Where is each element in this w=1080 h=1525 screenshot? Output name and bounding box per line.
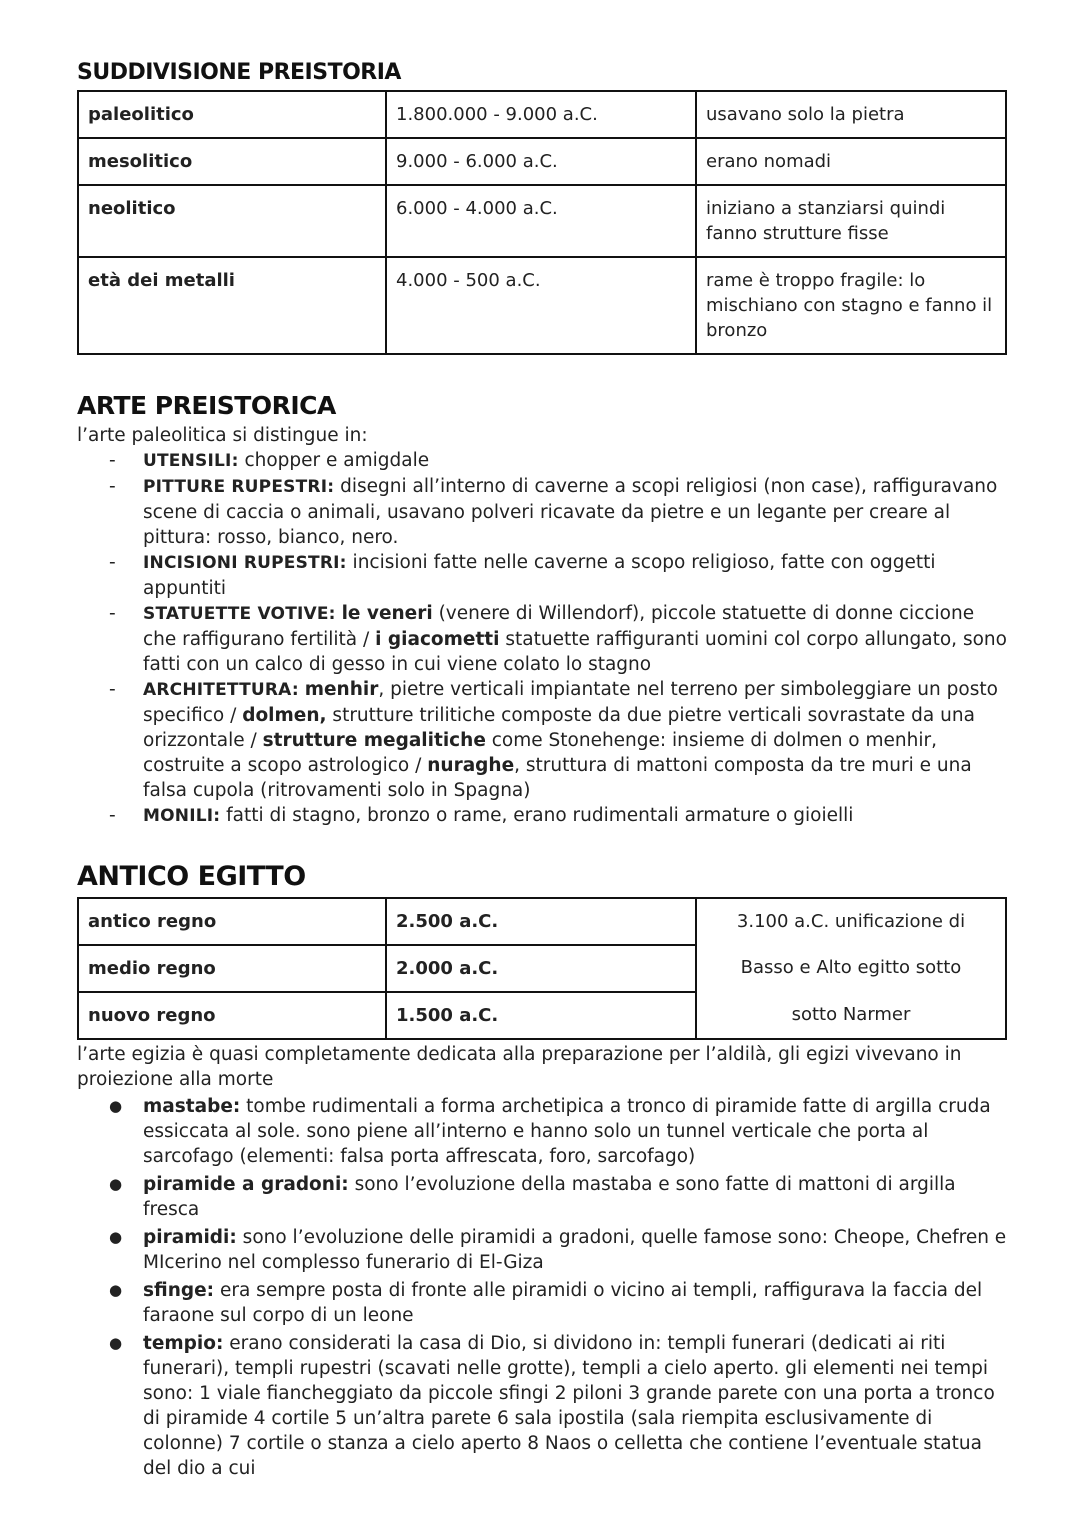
dash-marker: - (109, 603, 116, 624)
note-cell: Basso e Alto egitto sotto (696, 945, 1006, 992)
period-cell: età dei metalli (78, 257, 386, 354)
list-item (109, 1172, 1007, 1222)
list-term: MONILI: (143, 806, 221, 826)
note-cell: sotto Narmer (696, 992, 1006, 1039)
list-term: STATUETTE VOTIVE: (143, 604, 336, 624)
dates-cell: 1.800.000 - 9.000 a.C. (386, 91, 696, 138)
bold-text: i giacometti (375, 629, 500, 650)
list-text: strutture trilitiche composte da due pietre verticali sovrastate da una orizzontale / (143, 705, 975, 751)
list-term: mastabe: (143, 1096, 241, 1117)
list-text: come Stonehenge: insieme di dolmen o menhir, costruite a scopo astrologico / (143, 730, 937, 776)
dash-marker: - (109, 805, 116, 826)
dash-marker: - (109, 552, 116, 573)
list-term: INCISIONI RUPESTRI: (143, 553, 347, 573)
bold-text: le veneri (341, 603, 433, 624)
list-item (109, 1225, 1007, 1275)
list-text: erano considerati la casa di Dio, si dividono in: templi funerari (dedicati ai riti funerari), templi rupestri (scavati nelle grotte), templi a cielo aperto. gli elementi nei tempi sono: 1 viale fiancheggiato da piccole sfingi 2 piloni 3 grande parete con una porta a tronco di piramide 4 cortile 5 un’altra parete 6 sala ipostila (sala riempita esclusivamente di colonne) 7 cortile o stanza a cielo aperto 8 Naos o celletta che contiene l’eventuale statua del dio a cui (143, 1333, 995, 1479)
list-text: chopper e amigdale (238, 450, 430, 471)
bold-text: strutture megalitiche (262, 730, 486, 751)
list-text: disegni all’interno di caverne a scopi religiosi (non case), raffiguravano scene di caccia o animali, usavano polveri ricavate da pietre e un legante per creare al pittura: rosso, bianco, nero. (143, 476, 998, 548)
table-row (78, 898, 1006, 945)
bullet-marker: ● (109, 1281, 123, 1299)
list-item (109, 448, 1007, 474)
list-item (109, 1094, 1007, 1169)
list-term: piramidi: (143, 1227, 237, 1248)
bullet-marker: ● (109, 1097, 123, 1115)
list-text: , pietre verticali impiantate nel terreno per simboleggiare un posto specifico / (143, 679, 998, 726)
table-row (78, 138, 1006, 185)
list-text: era sempre posta di fronte alle piramidi o vicino ai templi, raffigurava la faccia del faraone sul corpo di un leone (143, 1280, 983, 1326)
document-page (77, 58, 1007, 1484)
kingdom-cell: antico regno (78, 898, 386, 945)
period-cell: paleolitico (78, 91, 386, 138)
section-intro: l’arte egizia è quasi completamente dedicata alla preparazione per l’aldilà, gli egizi vivevano in proiezione alla morte (77, 1044, 962, 1090)
bullet-marker: ● (109, 1334, 123, 1352)
kingdom-cell: medio regno (78, 945, 386, 992)
section-intro: l’arte paleolitica si distingue in: (77, 425, 368, 446)
list-text: tombe rudimentali a forma archetipica a tronco di piramide fatte di argilla cruda essiccata al sole. sono piene all’interno e hanno solo un tunnel verticale che porta al sarcofago (elementi: falsa porta affrescata, foro, sarcofago) (143, 1096, 991, 1167)
period-cell: neolitico (78, 185, 386, 257)
note-cell: iniziano a stanziarsi quindi fanno strutture fisse (696, 185, 1006, 257)
bold-text: menhir (304, 679, 379, 700)
list-text: (venere di Willendorf), piccole statuette di donne ciccione che raffigurano fertilità / (143, 603, 975, 650)
list-term: UTENSILI: (143, 451, 239, 471)
table-row (78, 257, 1006, 354)
list-term: sfinge: (143, 1280, 215, 1301)
list-term: piramide a gradoni: (143, 1174, 349, 1195)
date-cell: 2.500 a.C. (386, 898, 696, 945)
note-cell: usavano solo la pietra (696, 91, 1006, 138)
section-title-arte-preistorica: ARTE PREISTORICA (77, 391, 336, 420)
list-text: sono l’evoluzione delle piramidi a gradoni, quelle famose sono: Cheope, Chefren e MIcerino nel complesso funerario di El-Giza (143, 1227, 1007, 1273)
bullet-marker: ● (109, 1175, 123, 1193)
list-item (109, 1331, 1007, 1481)
note-cell: erano nomadi (696, 138, 1006, 185)
section-title-preistoria-subdivision: SUDDIVISIONE PREISTORIA (77, 60, 401, 85)
list-item (109, 601, 1007, 677)
list-term: ARCHITETTURA: (143, 680, 299, 700)
bullet-marker: ● (109, 1228, 123, 1246)
dates-cell: 9.000 - 6.000 a.C. (386, 138, 696, 185)
date-cell: 1.500 a.C. (386, 992, 696, 1039)
list-text: fatti di stagno, bronzo o rame, erano rudimentali armature o gioielli (220, 805, 854, 826)
section-title-antico-egitto: ANTICO EGITTO (77, 861, 306, 892)
bold-text: nuraghe (427, 755, 515, 776)
egypt-kingdoms-table (77, 897, 1007, 1040)
egyptian-art-list (77, 1094, 1007, 1481)
note-cell: 3.100 a.C. unificazione di (696, 898, 1006, 945)
dash-marker: - (109, 450, 116, 471)
prehistoric-art-list (77, 448, 1007, 829)
list-text: sono l’evoluzione della mastaba e sono fatte di mattoni di argilla fresca (143, 1174, 956, 1220)
list-text: statuette raffiguranti uomini col corpo allungato, sono fatti con un calco di gesso in cui viene colato lo stagno (143, 629, 1007, 675)
kingdom-cell: nuovo regno (78, 992, 386, 1039)
note-cell: rame è troppo fragile: lo mischiano con stagno e fanno il bronzo (696, 257, 1006, 354)
prehistory-periods-table (77, 90, 1007, 355)
list-item (109, 550, 1007, 601)
bold-text: dolmen, (242, 705, 327, 726)
list-item (109, 677, 1007, 803)
list-term: tempio: (143, 1333, 224, 1354)
list-item (109, 1278, 1007, 1328)
dash-marker: - (109, 476, 116, 497)
table-row (78, 992, 1006, 1039)
dates-cell: 6.000 - 4.000 a.C. (386, 185, 696, 257)
period-cell: mesolitico (78, 138, 386, 185)
list-text: incisioni fatte nelle caverne a scopo religioso, fatte con oggetti appuntiti (143, 552, 936, 599)
list-item (109, 803, 1007, 829)
table-row (78, 91, 1006, 138)
dates-cell: 4.000 - 500 a.C. (386, 257, 696, 354)
list-term: PITTURE RUPESTRI: (143, 477, 335, 497)
date-cell: 2.000 a.C. (386, 945, 696, 992)
list-item (109, 474, 1007, 550)
table-row (78, 185, 1006, 257)
dash-marker: - (109, 679, 116, 700)
list-text: , struttura di mattoni composta da tre muri e una falsa cupola (ritrovamenti solo in Spagna) (143, 755, 972, 801)
table-row (78, 945, 1006, 992)
